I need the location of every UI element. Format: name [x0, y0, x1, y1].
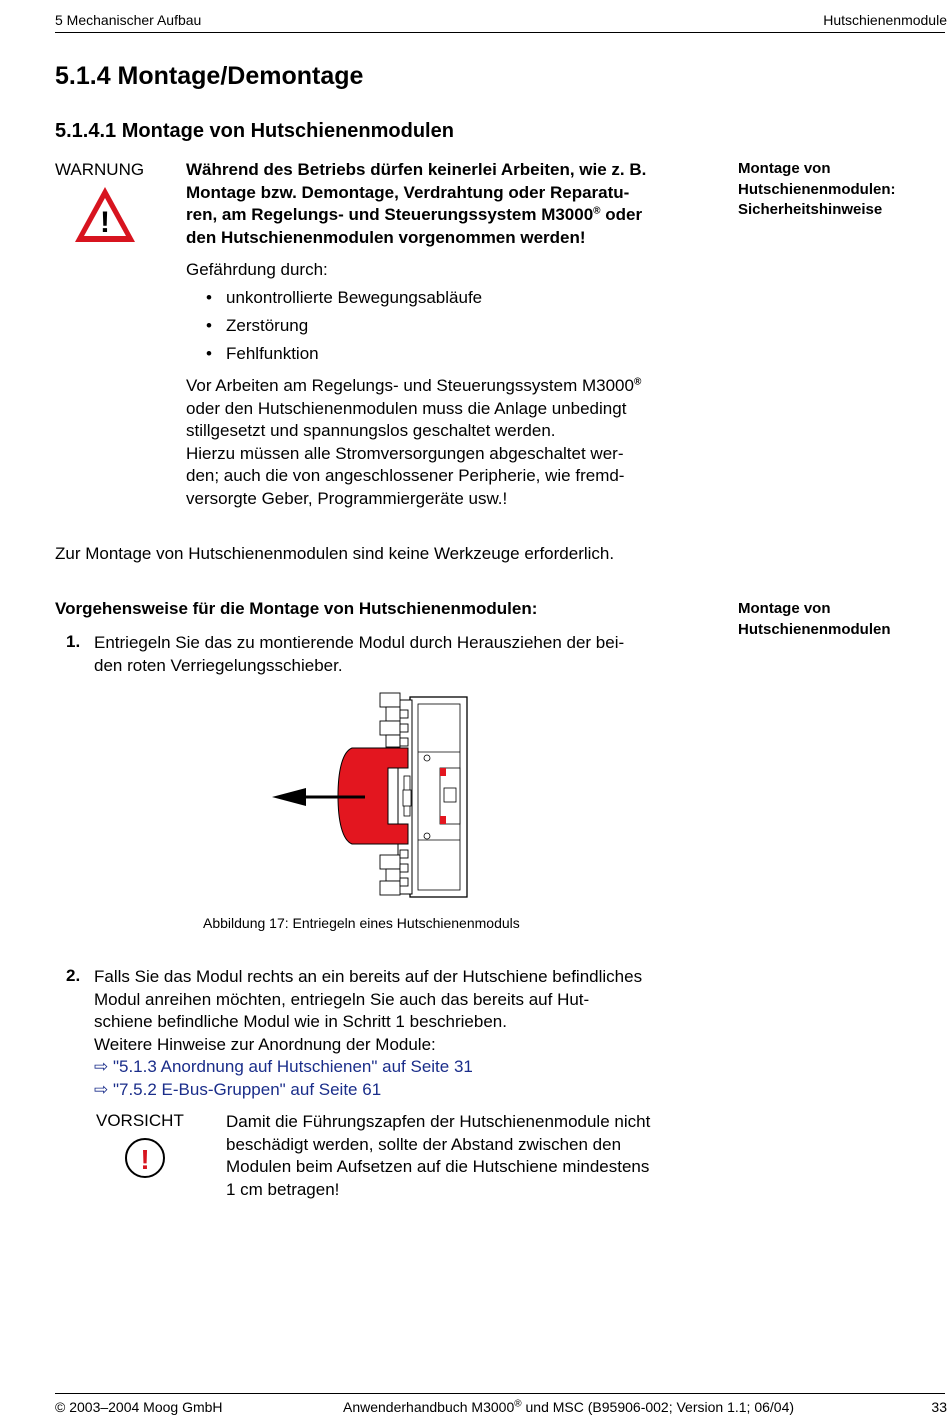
list-item: • Zerstörung	[206, 315, 686, 337]
list-item: • unkontrollierte Bewegungsabläufe	[206, 287, 686, 309]
step-2-text	[94, 966, 686, 1101]
section-heading: 5.1.4 Montage/Demontage	[55, 62, 364, 90]
subsection-heading: 5.1.4.1 Montage von Hutschienenmodulen	[55, 120, 454, 142]
text-line: Vor Arbeiten am Regelungs- und Steuerungssystem M3000®	[186, 376, 642, 395]
cross-reference-link[interactable]: ⇨ "5.1.3 Anordnung auf Hutschienen" auf Seite 31	[94, 1057, 473, 1076]
header-rule	[55, 32, 945, 33]
figure-caption: Abbildung 17: Entriegeln eines Hutschienenmoduls	[203, 915, 520, 931]
warning-triangle-icon	[72, 184, 138, 246]
hazard-list	[206, 287, 686, 371]
no-tools-text: Zur Montage von Hutschienenmodulen sind keine Werkzeuge erforderlich.	[55, 544, 615, 563]
text-line: Entriegeln Sie das zu montierende Modul durch Herausziehen der bei-	[94, 633, 625, 652]
svg-text:!: !	[100, 206, 110, 239]
procedure-heading: Vorgehensweise für die Montage von Hutschienenmodulen:	[55, 599, 538, 618]
caution-label: VORSICHT	[96, 1111, 184, 1130]
svg-text:!: !	[140, 1144, 150, 1175]
warning-line: Montage bzw. Demontage, Verdrahtung oder Reparatu-	[186, 182, 630, 202]
text-line: beschädigt werden, sollte der Abstand zwischen den	[226, 1134, 622, 1154]
text-line: 1 cm betragen!	[226, 1179, 340, 1199]
margin-note-safety	[738, 159, 948, 221]
margin-note-line: Hutschienenmodulen:	[738, 180, 896, 198]
footer-copyright: © 2003–2004 Moog GmbH	[55, 1399, 223, 1415]
warning-paragraph	[186, 375, 686, 510]
text-line: Hierzu müssen alle Stromversorgungen abgeschaltet wer-	[186, 443, 624, 463]
margin-note-mounting	[738, 599, 948, 640]
arrow-right-icon: ⇨	[94, 1057, 113, 1076]
warning-label: WARNUNG	[55, 160, 145, 179]
text-line: den roten Verriegelungsschieber.	[94, 655, 343, 675]
step-number: 1.	[66, 632, 81, 651]
warning-line: ren, am Regelungs- und Steuerungssystem M3000® oder	[186, 205, 643, 224]
footer-page-number: 33	[931, 1399, 947, 1415]
running-header-topic: Hutschienenmodule	[823, 12, 947, 28]
margin-note-line: Montage von	[738, 160, 831, 177]
running-header-chapter: 5 Mechanischer Aufbau	[55, 12, 202, 28]
text-line: Falls Sie das Modul rechts an ein bereits auf der Hutschiene befindliches	[94, 967, 643, 986]
text-line: oder den Hutschienenmodulen muss die Anlage unbedingt	[186, 398, 627, 418]
list-item: • Fehlfunktion	[206, 343, 686, 365]
unlock-module-figure	[270, 690, 480, 905]
footer-rule	[55, 1393, 945, 1394]
text-line: Modul anreihen möchten, entriegeln Sie auch das bereits auf Hut-	[94, 989, 590, 1009]
warning-line: den Hutschienenmodulen vorgenommen werden!	[186, 227, 586, 247]
caution-text	[226, 1111, 686, 1201]
step-1-text	[94, 632, 686, 677]
margin-note-line: Montage von	[738, 600, 831, 617]
footer-manual-title: Anwenderhandbuch M3000® und MSC (B95906-002; Version 1.1; 06/04)	[343, 1398, 795, 1415]
text-line: schiene befindliche Modul wie in Schritt 1 beschrieben.	[94, 1012, 507, 1031]
text-line: den; auch die von angeschlossener Peripherie, wie fremd-	[186, 466, 625, 485]
warning-line: Während des Betriebs dürfen keinerlei Arbeiten, wie z. B.	[186, 160, 647, 179]
hazard-intro: Gefährdung durch:	[186, 260, 328, 279]
step-number: 2.	[66, 966, 81, 985]
arrow-right-icon: ⇨	[94, 1079, 113, 1099]
cross-reference-link[interactable]: ⇨ "7.5.2 E-Bus-Gruppen" auf Seite 61	[94, 1079, 382, 1099]
warning-statement	[186, 159, 686, 249]
margin-note-line: Sicherheitshinweise	[738, 201, 883, 218]
text-line: Weitere Hinweise zur Anordnung der Module:	[94, 1034, 436, 1054]
text-line: stillgesetzt und spannungslos geschaltet werden.	[186, 421, 556, 440]
text-line: Damit die Führungszapfen der Hutschienenmodule nicht	[226, 1112, 651, 1131]
margin-note-line: Hutschienenmodulen	[738, 620, 891, 638]
text-line: versorgte Geber, Programmiergeräte usw.!	[186, 488, 508, 508]
text-line: Modulen beim Aufsetzen auf die Hutschiene mindestens	[226, 1157, 650, 1176]
caution-circle-icon	[124, 1137, 166, 1179]
